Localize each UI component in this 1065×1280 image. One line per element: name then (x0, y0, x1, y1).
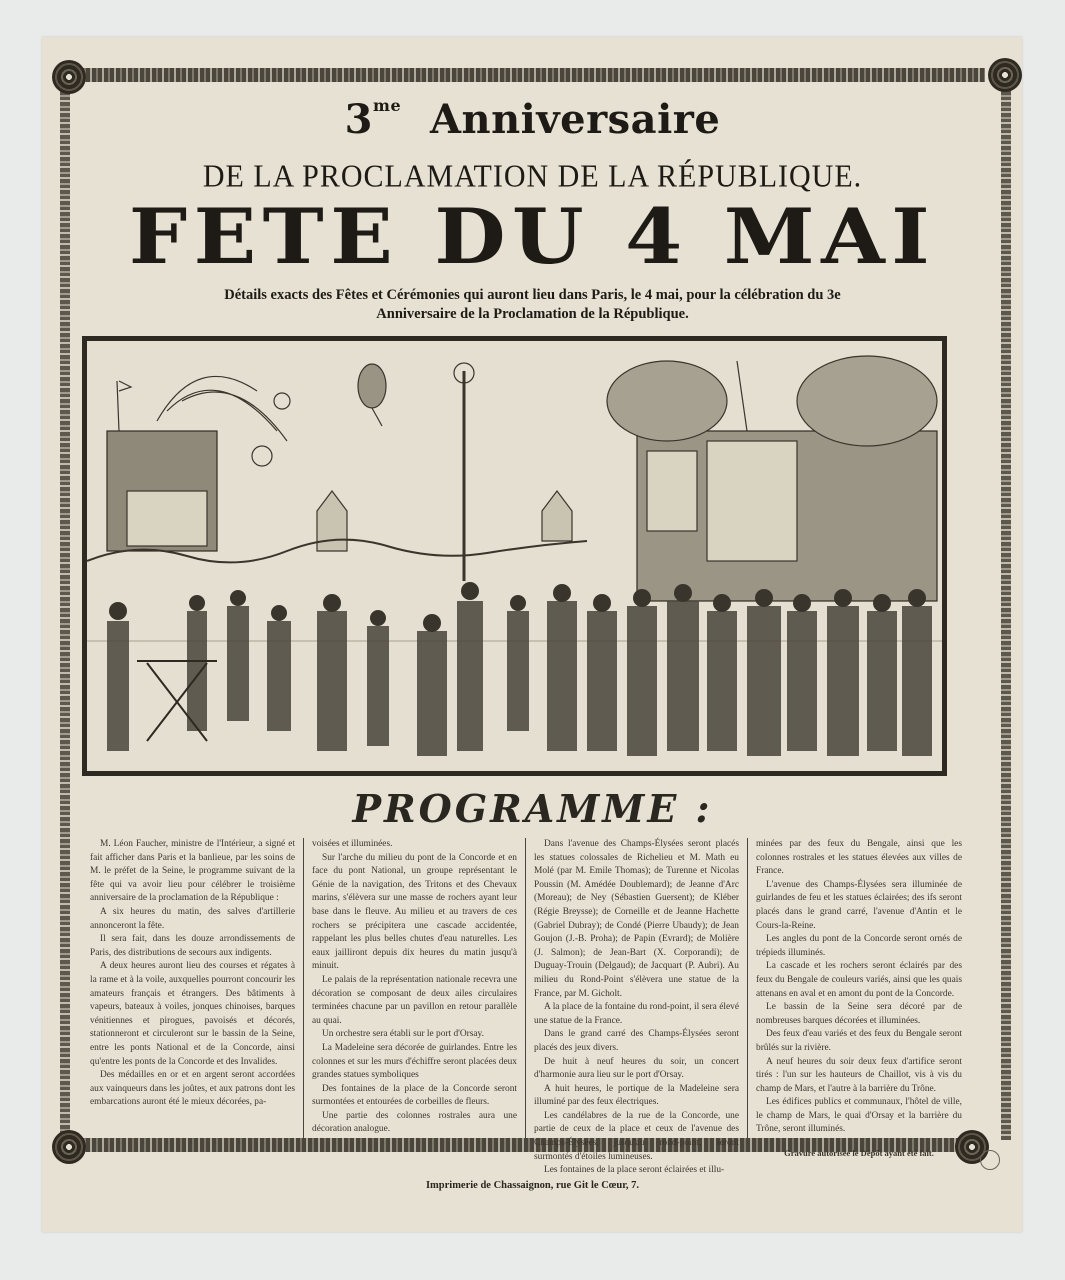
engraving-scene-icon (87, 341, 942, 771)
festival-engraving (82, 336, 947, 776)
paragraph: A six heures du matin, des salves d'artillerie annonceront la fête. (90, 906, 295, 931)
paragraph: A deux heures auront lieu des courses et régates à la rame et à la voile, auxquelles pourront concourir les amateurs français et étrangers. Des bâtiments à vapeurs, bateaux à voiles, jonques chinoises, barques vénitiennes et pirogues, pavoisés et décorés, stationneront et circuleront sur le bassin de la Seine, entre les ponts National et de la Concorde, ainsi qu'entre les ponts de la Concorde et des Invalides. (90, 961, 295, 1067)
paragraph: L'avenue des Champs-Élysées sera illuminée de guirlandes de feu et les statues éclairées; des ifs seront placés dans le grand carré, l'avenue d'Antin et le Cours-la-Reine. (756, 879, 962, 931)
paragraph: Les édifices publics et communaux, l'hôtel de ville, le champ de Mars, le quai d'Orsay et la barrière du Trône, seront illuminés. (756, 1097, 962, 1135)
top-ornamental-border (80, 68, 985, 82)
anniversary-heading (0, 96, 1065, 143)
anniversary-word: Anniversaire (429, 96, 721, 143)
ordinal-number: 3 (344, 96, 374, 143)
paragraph: Un orchestre sera établi sur le port d'Orsay. (322, 1029, 484, 1040)
paragraph: A neuf heures du soir deux feux d'artifice seront tirés : l'un sur les hauteurs de Chaillot, vis à vis du champ de Mars, et l'autre à la barrière du Trône. (756, 1056, 962, 1094)
paragraph: La Madeleine sera décorée de guirlandes. Entre les colonnes et sur les murs d'échiffre seront placées deux grandes statues symboliques (312, 1042, 517, 1081)
corner-rosette-top-right (988, 58, 1022, 92)
printer-imprint: Imprimerie de Chassaignon, rue Git le Cœur, 7. (425, 1180, 640, 1191)
paragraph: Il sera fait, dans les douze arrondissements de Paris, des distributions de secours aux indigents. (90, 934, 295, 958)
corner-rosette-top-left (52, 60, 86, 94)
proclamation-heading: DE LA PROCLAMATION DE LA RÉPUBLIQUE. (202, 159, 863, 194)
programme-column-3 (526, 838, 748, 1176)
subtitle: Détails exacts des Fêtes et Cérémonies qui auront lieu dans Paris, le 4 mai, pour la célébration du 3e Anniversaire de la Proclamation de la République. (224, 287, 841, 322)
paragraph: A huit heures, le portique de la Madeleine sera illuminé par des feux électriques. (534, 1083, 739, 1108)
programme-column-2 (304, 838, 526, 1138)
paragraph: De huit à neuf heures du soir, un concert d'harmonie aura lieu sur le port d'Orsay. (534, 1056, 739, 1081)
programme-column-1 (82, 838, 304, 1138)
ordinal-suffix: me (373, 96, 402, 115)
paragraph: Les fontaines de la place seront éclairées et illu- (544, 1165, 725, 1176)
engraving-authorization-note: Gravure autorisée le Dépôt ayant été fait. (784, 1148, 934, 1159)
paragraph-continuation: minées par des feux du Bengale, ainsi que les colonnes rostrales et les statues élevées aux villes de France. (756, 839, 962, 877)
paragraph: Des médailles en or et en argent seront accordées aux vainqueurs dans les joûtes, et aux patrons dont les embarcations auront été le mieux décorées, pa- (90, 1070, 295, 1108)
paragraph: Les candélabres de la rue de la Concorde, une partie de ceux de la place et ceux de l'avenue des Champs-Élysées, jusqu'au rond-point, seront surmontés d'étoiles lumineuses. (534, 1110, 739, 1162)
main-title: FETE DU 4 MAI (128, 192, 937, 281)
paragraph-continuation: voisées et illuminées. (312, 839, 393, 849)
paragraph: Les angles du pont de la Concorde seront ornés de trépieds illuminés. (756, 934, 962, 958)
paragraph: Des fontaines de la place de la Concorde seront surmontées et entourées de corbeilles de fleurs. (312, 1083, 517, 1108)
programme-columns (82, 838, 972, 1176)
paragraph: Une partie des colonnes rostrales aura une décoration analogue. (312, 1110, 517, 1135)
paragraph: Dans le grand carré des Champs-Élysées seront placés des jeux divers. (534, 1029, 739, 1053)
library-stamp-icon (980, 1150, 1000, 1170)
paragraph: La cascade et les rochers seront éclairés par des feux du Bengale de couleurs variés, ainsi que les quais attenans en aval et en amont du pont de la Concorde. (756, 961, 962, 999)
programme-column-4 (748, 838, 970, 1159)
programme-heading: PROGRAMME : (352, 786, 713, 831)
paragraph: Dans l'avenue des Champs-Élysées seront placés les statues colossales de Richelieu et M. Math eu Molé (par M. Emile Thomas); de Turenne et Nicolas Poussin (M. Amédée Doublemard); de Jeanne d'Arc (Moreau); de Ney (Sébastien Guersent); de Kléber (Régie Breysse); de Corneille et de Jeanne Hachette (Gabriel Dubray); de Condé (Pierre Ubaudy); de Jean Goujon (J.-B. Proha); de Papin (Evrard); de Molière (J. Salmon); de Jean-Bart (X. Corporandi); de Duguay-Trouin (Delgaud); de Jacquart (P. Aubri). Au milieu du Rond-Point s'élèvera une statue de la France, par M. Gicholt. (534, 839, 739, 999)
corner-rosette-bottom-left (52, 1130, 86, 1164)
paragraph: Des feux d'eau variés et des feux du Bengale seront brûlés sur la rivière. (756, 1029, 962, 1053)
paragraph: A la place de la fontaine du rond-point, il sera élevé une statue de la France. (534, 1002, 739, 1026)
paragraph: Sur l'arche du milieu du pont de la Concorde et en face du pont National, un groupe représentant le Génie de la navigation, des Tritons et des Chevaux marins, s'élèvera sur une masse de rochers ayant leur base dans le fleuve. Au milieu et au travers de ces rochers se précipitera une cascade accidentée, rappelant les plus belles chutes d'eau naturelles. Les eaux jailliront depuis dix heures du matin jusqu'à minuit. (312, 852, 517, 972)
paragraph: Le palais de la représentation nationale recevra une décoration se composant de deux ailes circulaires terminées chacune par un pavillon en retour parallèle au quai. (312, 974, 517, 1026)
paragraph: M. Léon Faucher, ministre de l'Intérieur, a signé et fait afficher dans Paris et la banlieue, par les soins de M. le préfet de la Seine, le programme suivant de la fête qui va avoir lieu pour célébrer le troisième anniversaire de la proclamation de la République : (90, 839, 295, 904)
paragraph: Le bassin de la Seine sera décoré par de nombreuses barques décorées et illuminées. (756, 1002, 962, 1026)
